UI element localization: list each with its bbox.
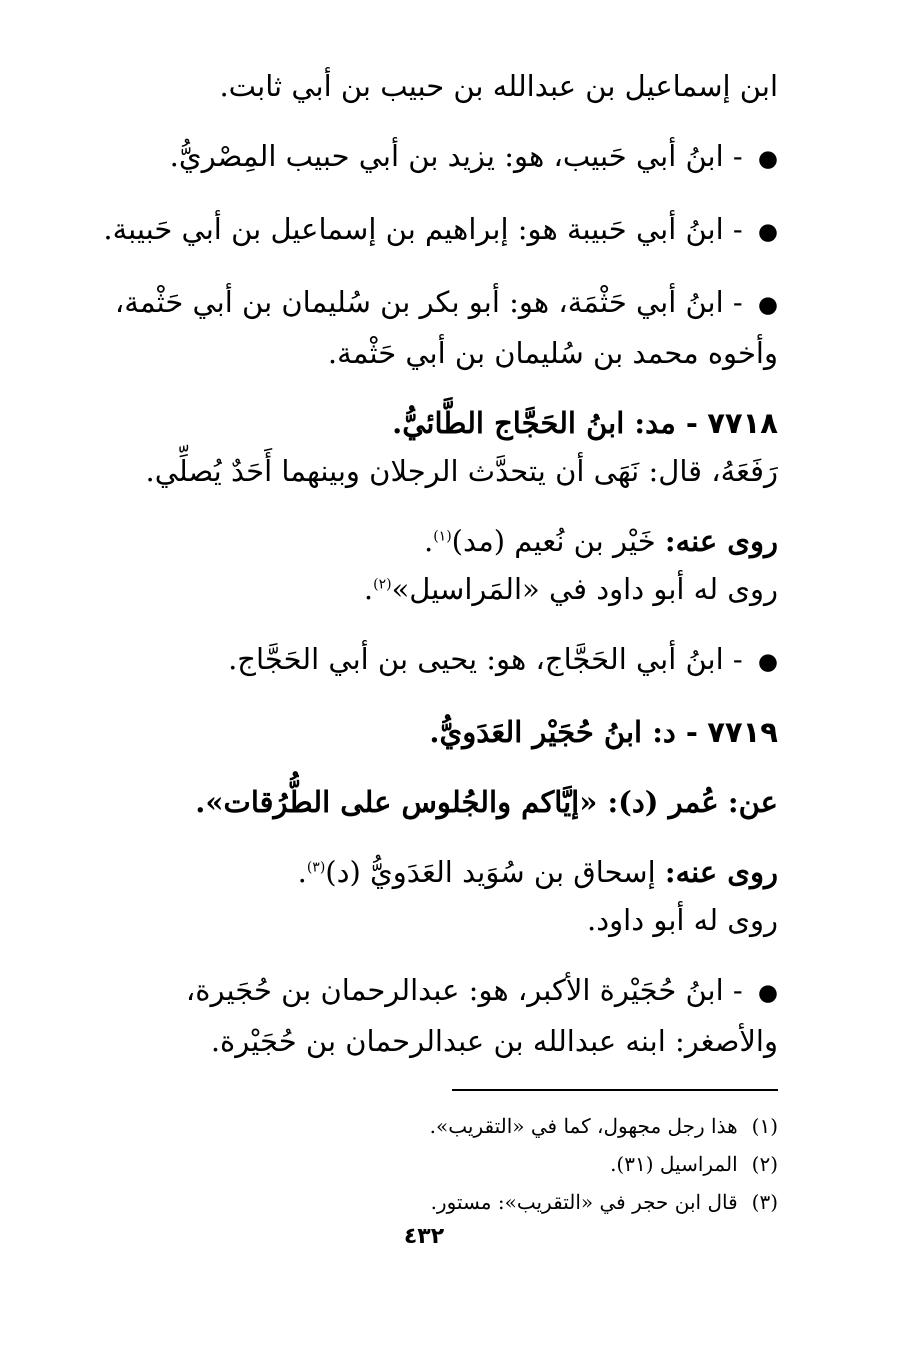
bullet-icon: ● bbox=[757, 219, 778, 245]
period: . bbox=[297, 855, 307, 889]
narrators-text: خَيْر بن نُعيم (مد) bbox=[451, 524, 656, 558]
book-page bbox=[70, 62, 778, 1292]
period: . bbox=[363, 572, 374, 606]
text-line: ابن إسماعيل بن عبدالله بن حبيب بن أبي ثابت. bbox=[219, 69, 778, 103]
bullet-icon: ● bbox=[757, 649, 778, 675]
entry-text: - ابنُ حُجَيْرة الأكبر، هو: عبدالرحمان بن حُجَيرة، bbox=[185, 973, 743, 1007]
entry-title: - د: ابنُ حُجَيْر العَدَويُّ. bbox=[429, 715, 698, 749]
narrators-line bbox=[70, 848, 778, 896]
cross-reference-entry bbox=[70, 278, 778, 329]
narration-line bbox=[70, 778, 778, 826]
footnote-text: هذا رجل مجهول، كما في «التقريب». bbox=[429, 1114, 738, 1138]
footnote-ref: (٢) bbox=[373, 576, 392, 593]
narrators-text: إسحاق بن سُوَيد العَدَويُّ (د) bbox=[325, 855, 656, 889]
entry-text: - ابنُ أبي الحَجَّاج، هو: يحيى بن أبي الحَجَّاج. bbox=[228, 642, 743, 676]
entry-text: - ابنُ أبي حَثْمَة، هو: أبو بكر بن سُليمان بن أبي حَثْمة، bbox=[114, 285, 743, 319]
page-number: ٤٣٢ bbox=[403, 1224, 445, 1249]
footnote bbox=[70, 1183, 778, 1221]
entry-number: ٧٧١٨ bbox=[707, 406, 778, 440]
text-line: والأصغر: ابنه عبدالله بن عبدالرحمان بن حُجَيْرة. bbox=[210, 1024, 778, 1058]
entry-text: - ابنُ أبي حَبيبة هو: إبراهيم بن إسماعيل بن أبي حَبيبة. bbox=[103, 212, 743, 246]
footnote-divider bbox=[452, 1089, 778, 1091]
main-text bbox=[70, 62, 778, 1065]
narrators-label: روى عنه: bbox=[664, 855, 778, 889]
cross-reference-entry bbox=[70, 205, 778, 256]
from-label: عن: bbox=[727, 785, 778, 819]
cross-reference-entry bbox=[70, 132, 778, 183]
entry-text: - ابنُ أبي حَبيب، هو: يزيد بن أبي حبيب المِصْريُّ. bbox=[169, 139, 743, 173]
footnote bbox=[70, 1145, 778, 1183]
transmission-text: روى له أبو داود في «المَراسيل» bbox=[391, 572, 778, 606]
bullet-icon: ● bbox=[757, 146, 778, 172]
footnote-number: (٣) bbox=[751, 1190, 778, 1214]
narration-text: عُمر (د): «إيَّاكم والجُلوس على الطُّرُقات». bbox=[195, 785, 719, 819]
entry-heading bbox=[70, 399, 778, 447]
footnote-number: (١) bbox=[751, 1114, 778, 1138]
footnote-number: (٢) bbox=[751, 1152, 778, 1176]
bullet-icon: ● bbox=[757, 292, 778, 318]
text-line: روى له أبو داود. bbox=[587, 903, 778, 937]
footnote bbox=[70, 1107, 778, 1145]
footnote-ref: (٣) bbox=[306, 859, 326, 876]
footnotes bbox=[70, 1107, 778, 1221]
bullet-icon: ● bbox=[757, 980, 778, 1006]
narrators-line bbox=[70, 517, 778, 565]
cross-reference-entry bbox=[70, 635, 778, 686]
footnote-ref: (١) bbox=[433, 528, 452, 545]
footnote-text: المراسيل (٣١). bbox=[610, 1152, 738, 1176]
period: . bbox=[423, 524, 434, 558]
text-line: وأخوه محمد بن سُليمان بن أبي حَثْمة. bbox=[327, 336, 778, 370]
footnote-text: قال ابن حجر في «التقريب»: مستور. bbox=[430, 1190, 738, 1214]
entry-number: ٧٧١٩ bbox=[707, 715, 778, 749]
entry-title: - مد: ابنُ الحَجَّاج الطَّائيُّ. bbox=[392, 406, 698, 440]
text-line: رَفَعَهُ، قال: نَهَى أن يتحدَّث الرجلان وبينهما أَحَدٌ يُصلِّي. bbox=[145, 454, 778, 488]
text-line bbox=[70, 565, 778, 613]
narrators-label: روى عنه: bbox=[664, 524, 778, 558]
cross-reference-entry bbox=[70, 966, 778, 1017]
entry-heading bbox=[70, 708, 778, 756]
